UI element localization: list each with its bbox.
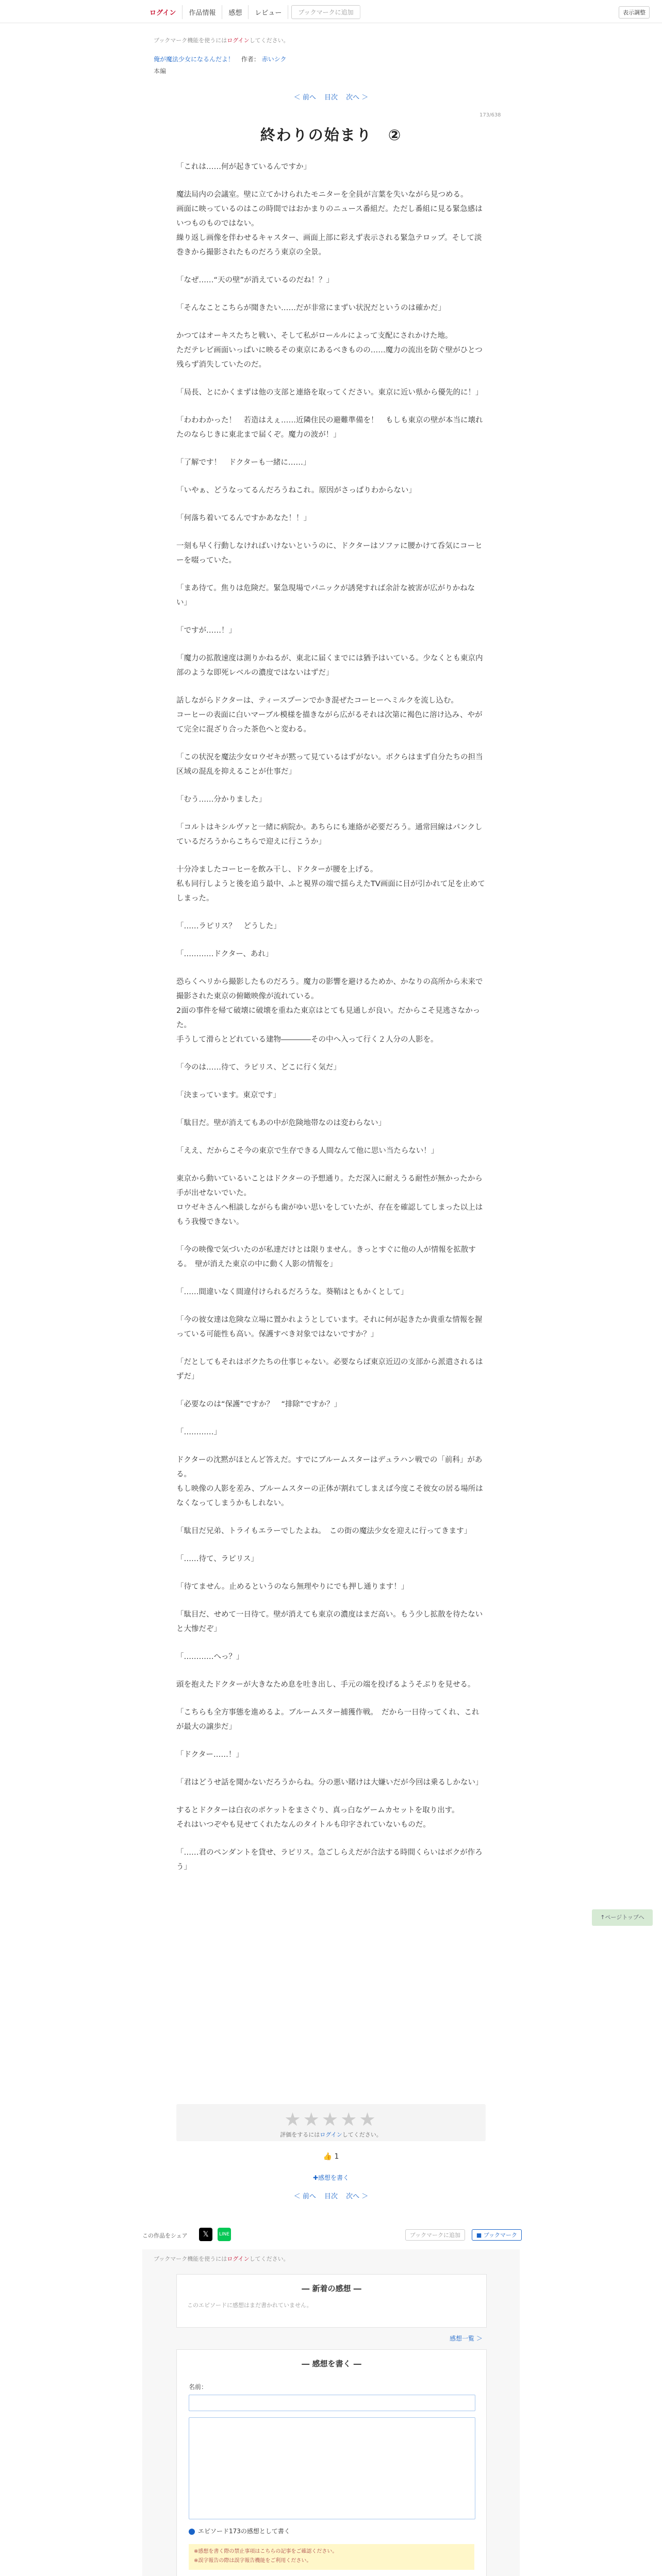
story-paragraph: 「だとしてもそれはボクたちの仕事じゃない。必要ならば東京近辺の支部から派遣されるはずだ」 <box>176 1358 483 1381</box>
paragraph-gap <box>176 1342 486 1355</box>
bookmark-add-button-bottom[interactable]: ブックマークに追加 <box>405 2229 465 2241</box>
write-impression-link[interactable]: ✚感想を書く <box>312 2174 350 2181</box>
paragraph-gap <box>176 470 486 483</box>
share-bar <box>142 2228 522 2243</box>
rating-text-prefix: 評価をするには <box>280 2131 320 2138</box>
paragraph-gap <box>176 1439 486 1453</box>
story-paragraph: 魔法局内の会議室。壁に立てかけられたモニターを全員が言葉を失いながら見つめる。 画面に映っているのはこの時間ではおかまりのニュース番組だ。ただし番組に見る緊急感はいつものものではない。 繰り返し画像を伴わせるキャスター、画面上部に彩えず表示される緊急テロップ。そして淡巻きから撮影されたものだろう東京の全景。 <box>176 191 483 257</box>
name-input[interactable] <box>189 2395 475 2411</box>
story-paragraph: 「必要なのは“保護”ですか？ “排除”ですか？」 <box>176 1400 342 1409</box>
paragraph-gap <box>176 849 486 862</box>
paragraph-gap <box>176 1734 486 1748</box>
name-label: 名前： <box>189 2383 208 2391</box>
rating-text-suffix: してください。 <box>342 2131 382 2138</box>
story-paragraph: 「…………へっ？」 <box>176 1653 244 1661</box>
paragraph-gap <box>176 1538 486 1552</box>
thumb-up-icon: 👍 <box>323 2153 333 2161</box>
bookmark-hint-suffix-bottom: してください。 <box>249 2256 289 2262</box>
story-paragraph: 一刻も早く行動しなければいけないというのに、ドクターはソファに腰かけて呑気にコーヒーを啜っていた。 <box>176 542 483 565</box>
paragraph-gap <box>176 526 486 539</box>
index-link-bottom[interactable]: 目次 <box>324 2193 338 2200</box>
display-settings-button[interactable]: 表示調整 <box>619 6 650 19</box>
story-paragraph: 「まあ待て。焦りは危険だ。緊急現場でパニックが誘発すれば余計な被害が広がりかねない」 <box>176 584 475 607</box>
bookmark-hint-suffix: してください。 <box>249 37 289 44</box>
author-link[interactable]: 赤いシク <box>261 56 287 63</box>
bookmark-hint-login-link[interactable]: ログイン <box>227 37 250 44</box>
paragraph-gap <box>176 934 486 947</box>
top-nav <box>143 5 360 19</box>
nav-work-info[interactable]: 作品情報 <box>183 5 222 19</box>
story-paragraph: 「わわわかった！ 若造はえぇ……近隣住民の避難準備を！ もしも東京の壁が本当に壊れたのならじきに東北まで届くぞ。魔力の波が！」 <box>176 416 483 439</box>
paragraph-gap <box>176 1103 486 1116</box>
episode-checkbox-label: エピソード173の感想として書く <box>198 2528 290 2535</box>
bookmark-hint-login-link-bottom[interactable]: ログイン <box>227 2256 250 2262</box>
chapter-status: 本編 <box>154 67 167 75</box>
story-paragraph: 「駄目だ。壁が消えてもあの中が危険地帯なのは変わらない」 <box>176 1119 386 1127</box>
share-label: この作品をシェア <box>142 2232 188 2239</box>
write-notice <box>189 2544 474 2570</box>
paragraph-gap <box>176 1412 486 1425</box>
story-paragraph: 「ドクター……！」 <box>176 1751 243 1759</box>
rating-login-link[interactable]: ログイン <box>320 2131 342 2138</box>
story-paragraph: 「……ラピリス？ どうした」 <box>176 922 281 930</box>
paragraph-gap <box>176 442 486 455</box>
paragraph-gap <box>176 1299 486 1313</box>
paragraph-gap <box>176 1566 486 1580</box>
story-paragraph: 「了解です！ ドクターも一緒に……」 <box>176 459 311 467</box>
story-paragraph: 「なぜ……“天の壁”が消えているのだね！？」 <box>176 276 334 284</box>
paragraph-gap <box>176 315 486 329</box>
episode-number: 173/638 <box>479 112 501 118</box>
paragraph-gap <box>176 498 486 511</box>
story-paragraph: 「いやぁ、どうなってるんだろうねこれ。原因がさっぱりわからない」 <box>176 486 416 495</box>
paragraph-gap <box>176 1075 486 1088</box>
story-paragraph: 「待てません。止めるというのなら無理やりにでも押し通ります！」 <box>176 1583 409 1591</box>
story-paragraph: 「……待て、ラピリス」 <box>176 1555 258 1563</box>
story-paragraph: 「そんなことこちらが聞きたい……だが非常にまずい状況だというのは確かだ」 <box>176 304 445 312</box>
bookmark-hint-prefix-bottom: ブックマーク機能を使うには <box>154 2256 227 2262</box>
story-paragraph: 頭を抱えたドクターが大きなため息を吐き出し、手元の端を投げるようそぶりを見せる。 <box>176 1681 475 1689</box>
bookmark-hint-bottom <box>154 2255 289 2263</box>
paragraph-gap <box>176 1762 486 1775</box>
bookmark-add-button[interactable]: ブックマークに追加 <box>291 5 360 19</box>
story-paragraph: 「駄目だ、せめて一日待て。壁が消えても東京の濃度はまだ高い。もう少し拡散を待たないと大惨だぞ」 <box>176 1611 483 1633</box>
story-paragraph: 「今のは……待て、ラピリス、どこに行く気だ」 <box>176 1063 341 1072</box>
paragraph-gap <box>176 1047 486 1060</box>
story-paragraph: 「…………」 <box>176 1428 221 1436</box>
radio-checked-icon <box>189 2529 195 2535</box>
paragraph-gap <box>176 372 486 385</box>
paragraph-gap <box>176 1511 486 1524</box>
paragraph-gap <box>176 1272 486 1285</box>
story-paragraph: 「今の彼女達は危険な立場に置かれようとしています。それに何が起きたか貴重な情報を握っている可能性も高い。保護すべき対象ではないですか？」 <box>176 1316 483 1338</box>
pager-top <box>0 92 662 101</box>
story-body <box>176 160 486 1874</box>
bookmark-hint <box>154 36 289 44</box>
paragraph-gap <box>176 961 486 975</box>
impression-textarea[interactable] <box>189 2417 475 2519</box>
paragraph-gap <box>176 638 486 651</box>
rating-stars[interactable]: ★★★★★ <box>284 2109 378 2130</box>
bookmark-hint-prefix: ブックマーク機能を使うには <box>154 37 227 44</box>
like-box[interactable] <box>0 2153 662 2161</box>
page-top-button[interactable]: ↑ページトップへ <box>592 1909 653 1926</box>
story-paragraph: 「今の映像で気づいたのが私達だけとは限りません。きっとすぐに他の人が情報を拡散する。 壁が消えた東京の中に動く人影の情報を」 <box>176 1246 476 1268</box>
paragraph-gap <box>176 400 486 413</box>
prev-link[interactable]: ＜ 前へ <box>293 94 316 101</box>
paragraph-gap <box>176 174 486 188</box>
bookmark-button[interactable]: ■ ブックマーク <box>472 2229 522 2241</box>
paragraph-gap <box>176 680 486 693</box>
prev-link-bottom[interactable]: ＜ 前へ <box>293 2193 316 2200</box>
story-paragraph: かつてはオーキスたちと戦い、そして私がロールルによって支配にされかけた地。 ただテレビ画面いっぱいに映るその東京にあるべきものの……魔力の流出を防ぐ壁がひとつ残らず消失していたのだ。 <box>176 332 483 369</box>
series-info <box>154 55 286 75</box>
series-title[interactable]: 俺が魔法少女になるんだよ！ <box>154 56 235 63</box>
paragraph-gap <box>176 1594 486 1607</box>
story-paragraph: 十分冷ましたコーヒーを飲み干し、ドクターが腰を上げる。 私も同行しようと後を追う最中、ふと視界の端で揺らえたTV画面に目が引かれて足を止めてしまった。 <box>176 866 485 903</box>
nav-impressions[interactable]: 感想 <box>222 5 249 19</box>
story-paragraph: ドクターの沈黙がほとんど答えだ。すでにブルームスターはデュラハン戦での「前科」がある。 もし映像の人影を差み、ブルームスターの正体が割れてしまえば今度こそ彼女の居る場所はなくなってしまうかもしれない。 <box>176 1456 483 1507</box>
top-bar <box>0 0 662 23</box>
notice-line-1: ※感想を書く際の禁止事項はこちらの記事をご確認ください。 <box>194 2549 338 2554</box>
paragraph-gap <box>176 1158 486 1172</box>
story-paragraph: 東京から動いているいことはドクターの予想通り。ただ深入に耐えうる耐性が無かったから手が出せないでいた。 ロウゼキさんへ相談しながらも歯がゆい思いをしていたが、存在を確認してしまった以上はもう我慢できない。 <box>176 1175 483 1226</box>
paragraph-gap <box>176 1384 486 1397</box>
paragraph-gap <box>176 1636 486 1650</box>
impressions-list-link[interactable]: 感想一覧 ＞ <box>450 2335 483 2342</box>
paragraph-gap <box>176 807 486 820</box>
paragraph-gap <box>176 1790 486 1803</box>
story-paragraph: するとドクターは白衣のポケットをまさぐり、真っ白なゲームカセットを取り出す。 それはいつぞやも見せてくれたなんのタイトルも印字されていないものだ。 <box>176 1806 459 1829</box>
story-paragraph: 恐らくヘリから撮影したものだろう。魔力の影響を避けるためか、かなりの高所から未来で撮影された東京の俯瞰映像が流れている。 2面の事件を帰て破壊に破壊を重ねた東京はとても見通しが良い。だからこそ見逃さなかった。 手うして滑らとどれている建物――――その中へ入って行く２人分の人影を。 <box>176 978 483 1044</box>
paragraph-gap <box>176 1832 486 1845</box>
story-paragraph: 「魔力の拡散速度は測りかねるが、東北に届くまでには猶予はいている。少なくとも東京内部のような即死レベルの濃度ではないはずだ」 <box>176 654 483 677</box>
story-paragraph: 「これは……何が起きているんですか」 <box>176 163 311 171</box>
story-paragraph: 「……君のペンダントを貸せ、ラピリス。急ごしらえだが合法する時間くらいはボクが作ろう」 <box>176 1849 483 1871</box>
story-paragraph: 「……間違いなく間違付けられるだろうな。葵鞘はともかくとして」 <box>176 1288 408 1296</box>
episode-title: 終わりの始まり ② <box>260 126 402 144</box>
story-paragraph: 「…………ドクター、あれ」 <box>176 950 273 958</box>
next-link[interactable]: 次へ ＞ <box>346 94 369 101</box>
line-share-icon[interactable]: LINE <box>218 2228 231 2241</box>
pager-bottom <box>0 2191 662 2200</box>
story-paragraph: 「ですが……！」 <box>176 626 236 635</box>
paragraph-gap <box>176 1664 486 1677</box>
story-paragraph: 「この状況を魔法少女ロウゼキが黙って見ているはずがない。ボクらはまず自分たちの担当区域の混乱を抑えることが仕事だ」 <box>176 753 483 776</box>
story-paragraph: 「局長、とにかくまずは他の支部と連絡を取ってください。東京に近い県から優先的に！」 <box>176 388 483 397</box>
story-paragraph: 話しながらドクターは、ティースプーンでかき混ぜたコーヒーへミルクを流し込む。 コーヒーの表面に白いマーブル模様を描きながら広がるそれは次第に褐色に溶け込み、やがて完全に混ざり合った茶色へと変わる。 <box>176 697 483 734</box>
story-paragraph: 「むう……分かりました」 <box>176 795 266 804</box>
new-impressions-note: このエピソードに感想はまだ書かれていません。 <box>187 2302 312 2309</box>
paragraph-gap <box>176 1692 486 1705</box>
rating-text <box>176 2130 486 2139</box>
story-paragraph: 「ええ、だからこそ今の東京で生存できる人間なんて他に思い当たらない！」 <box>176 1147 439 1155</box>
notice-line-2: ※誤字報告の際は誤字報告機能をご利用ください。 <box>194 2558 312 2564</box>
paragraph-gap <box>176 1229 486 1243</box>
paragraph-gap <box>176 610 486 623</box>
paragraph-gap <box>176 906 486 919</box>
paragraph-gap <box>176 287 486 301</box>
story-paragraph: 「何落ち着いてるんですかあなた！！」 <box>176 514 311 522</box>
story-paragraph: 「決まっています。東京です」 <box>176 1091 280 1099</box>
story-paragraph: 「駄目だ兄弟、トライもエラーでしたよね。 この街の魔法少女を迎えに行ってきます」 <box>176 1527 472 1535</box>
new-impressions-panel <box>176 2274 487 2328</box>
new-impressions-title: ― 新着の感想 ― <box>302 2284 361 2293</box>
rating-box <box>176 2104 486 2141</box>
episode-checkbox[interactable] <box>189 2527 290 2535</box>
paragraph-gap <box>176 779 486 792</box>
story-paragraph: 「こちらも全方事態を進めるよ。ブルームスター捕獲作戦。 だから一日待ってくれ、これが最大の譲歩だ」 <box>176 1708 479 1731</box>
next-link-bottom[interactable]: 次へ ＞ <box>346 2193 369 2200</box>
index-link[interactable]: 目次 <box>324 94 338 101</box>
paragraph-gap <box>176 1130 486 1144</box>
story-paragraph: 「君はどうせ話を聞かないだろうからね。分の悪い賭けは大嫌いだが今回は乗るしかない」 <box>176 1778 483 1787</box>
nav-reviews[interactable]: レビュー <box>249 5 288 19</box>
paragraph-gap <box>176 260 486 273</box>
like-count: 1 <box>334 2153 339 2161</box>
paragraph-gap <box>176 737 486 750</box>
nav-login[interactable]: ログイン <box>143 5 183 19</box>
paragraph-gap <box>176 568 486 581</box>
story-paragraph: 「コルトはキシルヴァと一緒に病院か。あちらにも連絡が必要だろう。通常回線はパンクしているだろうからこちらで迎えに行こうか」 <box>176 823 483 846</box>
write-impression-title: ― 感想を書く ― <box>302 2359 361 2368</box>
author-label: 作者： <box>241 56 260 63</box>
x-share-icon[interactable]: 𝕏 <box>199 2228 212 2241</box>
